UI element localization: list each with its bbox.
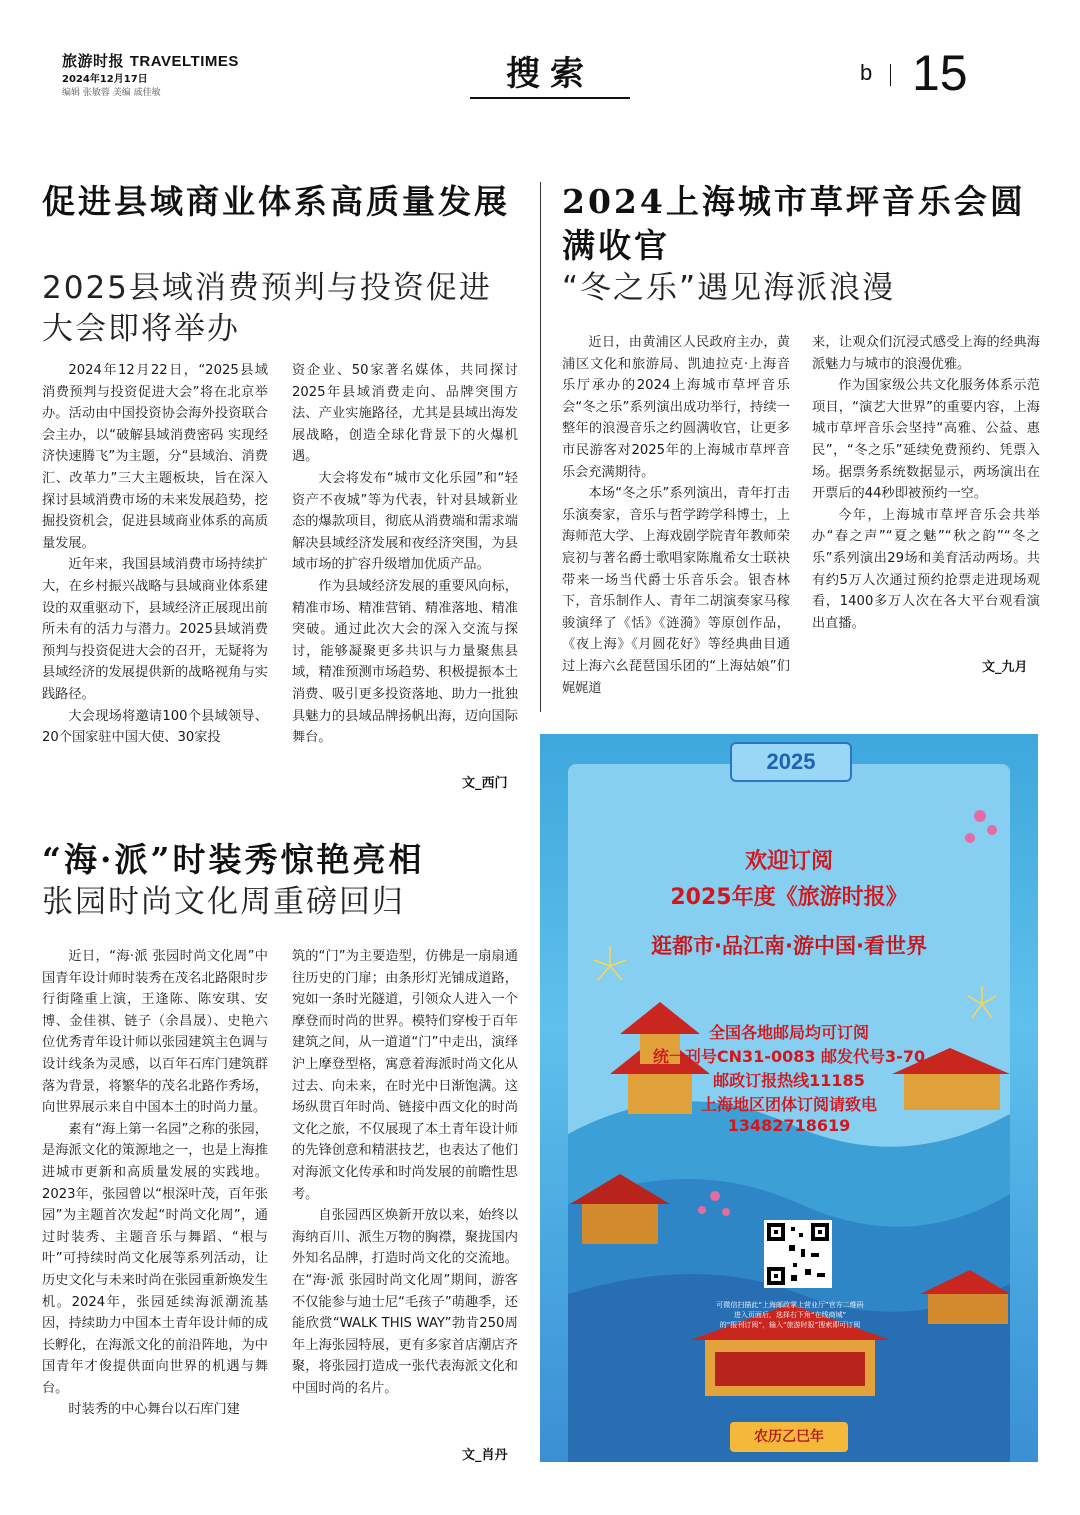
poster-info-1: 统一刊号CN31-0083 邮发代号3-70 <box>652 1047 926 1066</box>
page-number: 15 <box>912 45 968 101</box>
brand-cn: 旅游时报 <box>62 52 125 70</box>
page-divider <box>890 64 891 86</box>
article1-subtitle: 2025县域消费预判与投资促进大会即将举办 <box>42 270 492 347</box>
paragraph: 素有“海上第一名园”之称的张园，是海派文化的策源地之一，也是上海推进城市更新和高质量发展的实践地。2023年，张园曾以“根深叶茂，百年张园”为主题首次发起“时尚文化周”，通过时装秀、主题音乐与舞蹈、“根与叶”可持续时尚文化展等系列活动，让历史文化与未来时尚在张园重新焕发生机。2024年，张园延续海派潮流基因，持续助力中国本土青年设计师的成长孵化，在海派文化的前沿阵地，为中国青年才俊提供面向世界的机遇与舞台。 <box>42 1121 268 1396</box>
poster-line2: 2025年度《旅游时报》 <box>670 885 908 910</box>
paragraph: 资企业、50家著名媒体，共同探讨2025年县域消费走向、品牌突围方法、产业实施路径，尤其是县域出海发展战略，创造全球化背景下的火爆机遇。 <box>292 363 518 465</box>
page-letter: b <box>860 60 873 85</box>
paragraph: 近日，由黄浦区人民政府主办，黄浦区文化和旅游局、凯迪拉克·上海音乐厅承办的2024上海城市草坪音乐会“冬之乐”系列演出成功举行，持续一整年的浪漫音乐之约圆满收官，让更多市民游客对2025年的上海城市草坪音乐会充满期待。 <box>562 335 790 480</box>
article3-title: “海·派”时装秀惊艳亮相 <box>42 840 425 879</box>
poster-info-0: 全国各地邮局均可订阅 <box>708 1023 869 1042</box>
section-rule <box>470 97 630 99</box>
poster-info-3: 上海地区团体订阅请致电 <box>700 1095 877 1114</box>
article2-subtitle: “冬之乐”遇见海派浪漫 <box>562 270 896 306</box>
paragraph: 时装秀的中心舞台以石库门建 <box>68 1402 240 1418</box>
article1-title: 促进县域商业体系高质量发展 <box>42 182 510 221</box>
paragraph: 本场“冬之乐”系列演出，青年打击乐演奏家，音乐与哲学跨学科博士，上海师范大学、上海戏剧学院青年教师荣宸初与著名爵士歌唱家陈胤希女士联袂带来一场当代爵士乐音乐会。银杏林下，音乐制作人、青年二胡演奏家马稼骏演绎了《恬》《涟漪》等原创作品，《夜上海》《月圆花好》等经典曲目通过上海六幺琵琶国乐团的“上海姑娘”们娓娓道 <box>562 486 790 696</box>
poster-slogan: 逛都市·品江南·游中国·看世界 <box>651 934 927 958</box>
article2-col1 <box>562 332 790 699</box>
article2-byline: 文_九月 <box>982 660 1028 675</box>
qr-code[interactable] <box>764 1220 832 1288</box>
subscription-poster <box>540 734 1038 1462</box>
paragraph: 大会现场将邀请100个县域领导、20个国家驻中国大使、30家投 <box>42 708 268 746</box>
article3-col2 <box>292 946 518 1399</box>
section-title: 搜索 <box>506 54 594 94</box>
poster-year: 2025 <box>730 742 852 782</box>
column-rule <box>540 182 541 712</box>
paragraph: 作为国家级公共文化服务体系示范项目，“演艺大世界”的重要内容，上海城市草坪音乐会坚持“高雅、公益、惠民”，“冬之乐”延续免费预约、凭票入场。据票务系统数据显示，两场演出在开票后的44秒即被预约一空。 <box>812 378 1040 502</box>
article3-byline: 文_肖丹 <box>462 1448 508 1463</box>
poster-info-4: 13482718619 <box>727 1116 851 1135</box>
issue-date: 2024年12月17日 <box>62 74 148 85</box>
paragraph: 来，让观众们沉浸式感受上海的经典海派魅力与城市的浪漫优雅。 <box>812 335 1040 372</box>
editors-credit: 编辑 张敏蓉 美编 戚佳敏 <box>62 88 161 98</box>
paragraph: 近年来，我国县域消费市场持续扩大，在乡村振兴战略与县域商业体系建设的双重驱动下，县域经济正展现出前所未有的活力与潜力。2025县域消费预判与投资促进大会的召开，无疑将为县域经济的发展提供新的战略视角与实践路径。 <box>42 557 268 702</box>
paragraph: 今年，上海城市草坪音乐会共举办“春之声”“夏之魅”“秋之韵”“冬之乐”系列演出29场和美育活动两场。共有约5万人次通过预约抢票走进现场观看，1400多万人次在各大平台观看演出直播。 <box>812 507 1040 631</box>
article1-col2 <box>292 360 518 749</box>
article1-byline: 文_西门 <box>462 776 508 791</box>
brand-en-light: TIMES <box>190 53 239 70</box>
article1-col1 <box>42 360 268 749</box>
article3-subtitle: 张园时尚文化周重磅回归 <box>42 884 405 920</box>
article3-col1 <box>42 946 268 1421</box>
brand-en-bold: TRAVEL <box>129 53 191 70</box>
poster-line1: 欢迎订阅 <box>744 849 833 874</box>
qr-note-2: 的“报刊订阅”，输入“旅游时报”搜索即可订阅 <box>719 1321 861 1329</box>
qr-note-1: 进入页面后，选择右下角“在线商城” <box>733 1311 847 1319</box>
qr-note-0: 可微信扫描此“上海邮政掌上营业厅”官方二维码 <box>716 1301 864 1309</box>
poster-bottom-label: 农历乙巳年 <box>730 1422 848 1452</box>
masthead-brand <box>62 50 239 71</box>
paragraph: 作为县域经济发展的重要风向标，精准市场、精准营销、精准落地、精准突破。通过此次大会的深入交流与探讨，能够凝聚更多共识与力量聚焦县域，精准预测市场趋势、积极提振本土消费、吸引更多投资落地、助力一批独具魅力的县域品牌扬帆出海，迈向国际舞台。 <box>292 578 518 746</box>
poster-info-2: 邮政订报热线11185 <box>713 1071 865 1090</box>
paragraph: 2024年12月22日，“2025县域消费预判与投资促进大会”将在北京举办。活动由中国投资协会海外投资联合会主办，以“破解县域消费密码 实现经济快速腾飞”为主题，分“县域治、消费汇、改革力”三大主题板块，旨在深入探讨县域消费市场的未来发展趋势，挖掘投资机会，促进县域商业体系的高质量发展。 <box>42 363 268 551</box>
article2-title: 2024上海城市草坪音乐会圆满收官 <box>562 182 1026 265</box>
paragraph: 自张园西区焕新开放以来，始终以海纳百川、派生万物的胸襟，聚拢国内外知名品牌，打造时尚文化的交流地。在“海·派 张园时尚文化周”期间，游客不仅能参与迪士尼“毛孩子”萌趣季，还能欣赏“WALK THIS WAY”勃肯250周年上海张园特展，更有多家首店潮店齐聚，将张园打造成一张代表海派文化和中国时尚的名片。 <box>292 1208 518 1396</box>
paragraph: 筑的“门”为主要造型，仿佛是一扇扇通往历史的门扉；由条形灯光铺成道路，宛如一条时光隧道，引领众人进入一个摩登而时尚的世界。模特们穿梭于百年建筑之间，从一道道“门”中走出，演绎沪上摩登型格，寓意着海派时尚文化从过去、向未来，在时光中日渐饱满。这场纵贯百年时尚、链接中西文化的时尚文化之旅，不仅展现了本土青年设计师的先锋创意和精湛技艺，也表达了他们对海派文化传承和时尚发展的前瞻性思考。 <box>292 949 518 1202</box>
paragraph: 大会将发布“城市文化乐园”和“轻资产不夜城”等为代表，针对县域新业态的爆款项目，彻底从消费端和需求端解决县域经济发展和夜经济突围，为县域市场的扩容升级增加优质产品。 <box>292 470 518 573</box>
paragraph: 近日，“海·派 张园时尚文化周”中国青年设计师时装秀在茂名北路限时步行街隆重上演，王逢陈、陈安琪、安博、金佳祺、链子（余昌晟）、史艳六位优秀青年设计师以张园建筑主色调与设计线条为灵感，以百年石库门建筑群落为背景，将繁华的茂名北路作秀场，向世界展示来自中国本土的时尚力量。 <box>42 949 268 1116</box>
article2-col2 <box>812 332 1040 634</box>
qr-code-icon <box>767 1223 829 1285</box>
